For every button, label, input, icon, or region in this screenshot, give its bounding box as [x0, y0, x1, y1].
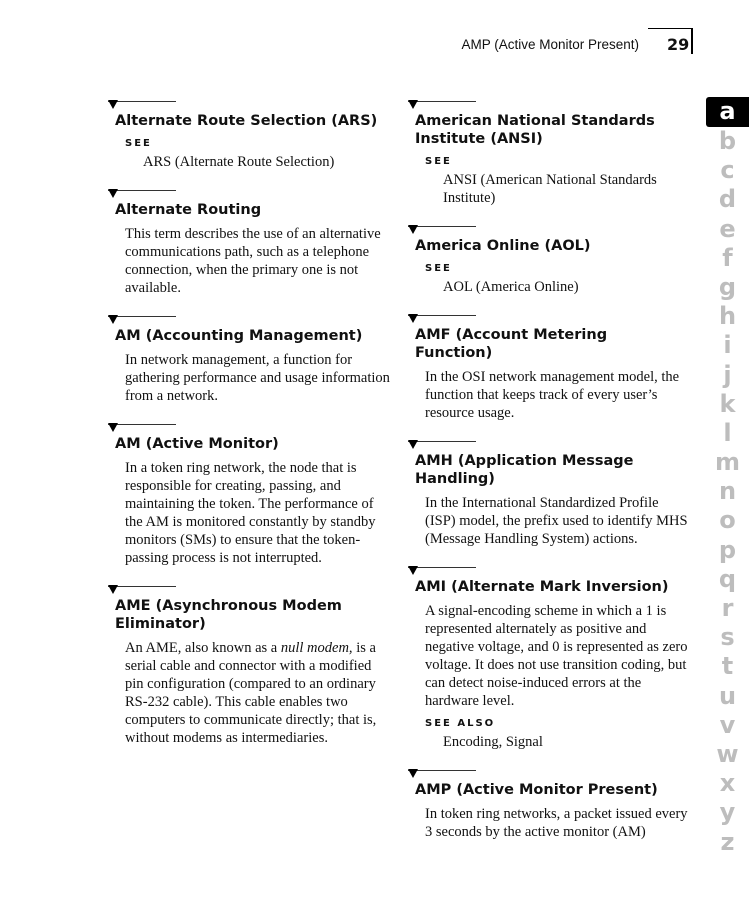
entry-term: America Online (AOL) [415, 238, 591, 254]
thumb-tab-o: o [719, 506, 736, 535]
alphabet-thumb-index [706, 97, 749, 857]
glossary-entry [408, 566, 688, 751]
thumb-tab-j: j [723, 360, 732, 389]
entry-marker-icon [108, 423, 176, 433]
thumb-tab-t: t [721, 652, 734, 681]
entry-marker-icon [108, 189, 176, 199]
glossary-entry [408, 440, 688, 548]
see-reference: ARS (Alternate Route Selection) [143, 154, 335, 170]
entry-marker-icon [408, 566, 476, 576]
page-number: 29 [667, 35, 690, 54]
see-reference: Encoding, Signal [443, 734, 543, 750]
entry-term: AMF (Account Metering Function) [415, 327, 608, 361]
thumb-tab-f: f [722, 243, 733, 272]
thumb-tab-r: r [721, 594, 734, 622]
thumb-tab-active: a [706, 97, 749, 127]
right-column [408, 100, 688, 841]
thumb-tab-h: h [718, 302, 737, 331]
thumb-tab-y: y [719, 798, 736, 827]
entry-definition: In the International Standardized Profile (ISP) model, the prefix used to identify MHS (Message Handling System) actions. [425, 495, 688, 547]
entry-term: AMH (Application Message Handling) [415, 453, 634, 487]
thumb-tab-k: k [719, 389, 736, 418]
thumb-tab-l: l [723, 418, 732, 447]
entry-definition: In a token ring network, the node that is responsible for creating, passing, and maintaining the token. The performance of the AM is monitored constantly by standby monitors (SMs) to ensure that the token-passing process is not interrupted. [125, 460, 376, 566]
see-reference: ANSI (American National Standards Institute) [443, 172, 657, 206]
glossary-entry [108, 315, 388, 405]
glossary-entry [108, 423, 388, 567]
entry-definition: In token ring networks, a packet issued every 3 seconds by the active monitor (AM) [425, 806, 688, 840]
left-column [108, 100, 388, 747]
entry-marker-icon [408, 314, 476, 324]
glossary-entry [408, 769, 688, 841]
thumb-tab-m: m [714, 448, 740, 477]
thumb-tab-g: g [718, 272, 737, 301]
glossary-entry [408, 314, 688, 422]
entry-marker-icon [108, 315, 176, 325]
thumb-tab-w: w [716, 739, 739, 768]
thumb-tab-s: s [720, 623, 735, 652]
definition-text: An AME, also known as a [125, 640, 281, 656]
entry-term: AME (Asynchronous Modem Eliminator) [115, 598, 342, 632]
glossary-entry [408, 100, 688, 207]
entry-definition [125, 639, 391, 747]
entry-definition: In network management, a function for gathering performance and usage information from a network. [125, 352, 390, 404]
thumb-tab-e: e [719, 214, 736, 243]
thumb-tab-i: i [723, 331, 732, 360]
see-label: SEE [425, 156, 452, 167]
see-also-label: SEE ALSO [425, 718, 496, 729]
glossary-entry [408, 225, 688, 296]
entry-term: AMP (Active Monitor Present) [415, 782, 658, 798]
thumb-tab-z: z [720, 827, 735, 856]
thumb-tab-b: b [718, 127, 737, 155]
thumb-tab-x: x [719, 769, 736, 798]
glossary-entry [108, 100, 388, 171]
glossary-entry [108, 189, 388, 297]
definition-text: is a serial cable and connector with a modified pin configuration (compared to an ordinary RS-232 cable). This cable enables two computers to communicate directly; that is, without modems as intermediaries. [125, 640, 377, 746]
thumb-tab-c: c [720, 156, 735, 185]
thumb-tab-v: v [719, 710, 736, 739]
entry-term: Alternate Routing [115, 202, 262, 218]
entry-marker-icon [408, 440, 476, 450]
entry-definition: This term describes the use of an alternative communications path, such as a telephone connection, when the primary one is not available. [125, 226, 381, 296]
header-rule [648, 28, 693, 29]
thumb-tab-u: u [718, 681, 737, 710]
entry-marker-icon [408, 769, 476, 779]
entry-term: American National Standards Institute (ANSI) [415, 113, 655, 147]
entry-definition: A signal-encoding scheme in which a 1 is represented alternately as positive and negative voltage, and 0 is represented as zero voltage. It does not use transition coding, but can detect noise-induced errors at the hardware level. [425, 603, 688, 709]
see-label: SEE [425, 263, 452, 274]
thumb-tab-d: d [718, 185, 737, 214]
entry-term: AMI (Alternate Mark Inversion) [415, 579, 669, 595]
thumb-tab-q: q [718, 564, 737, 593]
running-header [0, 34, 749, 58]
entry-marker-icon [408, 225, 476, 235]
thumb-tab-letters [706, 127, 749, 857]
header-title: AMP (Active Monitor Present) [461, 37, 639, 52]
entry-marker-icon [408, 100, 476, 110]
see-label: SEE [125, 138, 152, 149]
header-rule-vertical [691, 28, 693, 54]
entry-term: Alternate Route Selection (ARS) [115, 113, 378, 129]
see-reference: AOL (America Online) [443, 279, 579, 295]
entry-marker-icon [108, 100, 176, 110]
entry-definition: In the OSI network management model, the function that keeps track of every user’s resource usage. [425, 369, 680, 421]
glossary-entry [108, 585, 388, 747]
entry-term: AM (Active Monitor) [115, 436, 279, 452]
entry-marker-icon [108, 585, 176, 595]
thumb-tab-p: p [718, 535, 737, 564]
entry-term: AM (Accounting Management) [115, 328, 363, 344]
thumb-tab-n: n [718, 477, 737, 506]
definition-italic: null modem, [280, 640, 353, 656]
